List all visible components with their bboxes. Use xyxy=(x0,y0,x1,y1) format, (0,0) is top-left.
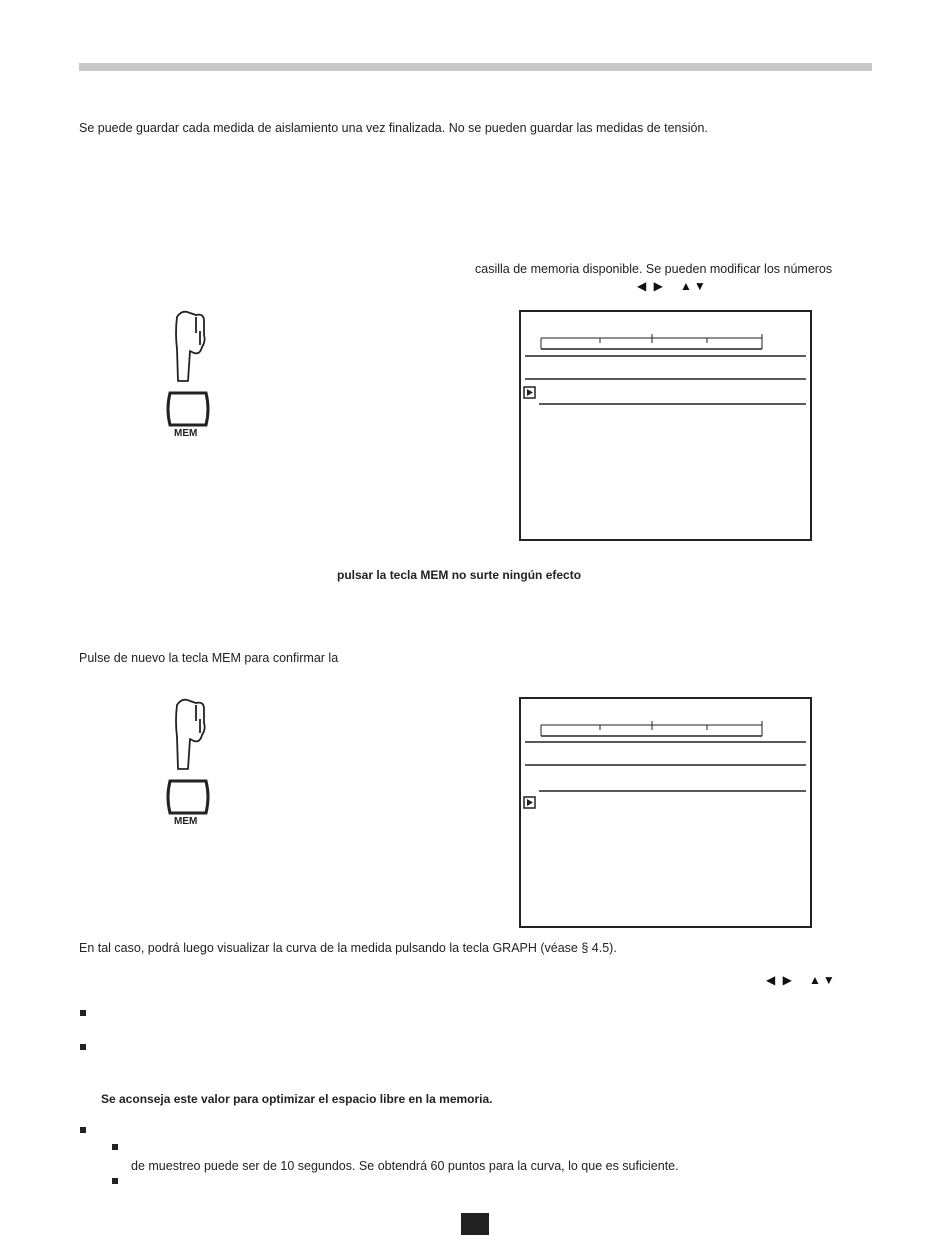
page-number-box xyxy=(461,1213,489,1235)
intro-paragraph: Se puede guardar cada medida de aislamiento una vez finalizada. No se pueden guardar las medidas de tensión. xyxy=(79,121,708,135)
sub-bullet-icon xyxy=(112,1178,118,1184)
advice-text: Se aconseja este valor para optimizar el espacio libre en la memoria. xyxy=(101,1092,493,1106)
left-right-arrow-icons-2: ◀ ▶ xyxy=(766,973,794,987)
left-right-arrow-icons: ◀ ▶ xyxy=(637,279,665,293)
mem-key-press-illustration xyxy=(160,305,220,445)
mem-key-icon xyxy=(168,393,208,425)
up-down-arrow-icons: ▲▼ xyxy=(680,279,708,293)
header-bar xyxy=(79,63,872,71)
mem-key-label: MEM xyxy=(174,428,198,439)
memory-paragraph: casilla de memoria disponible. Se pueden modificar los números xyxy=(475,262,833,276)
sampling-paragraph: de muestreo puede ser de 10 segundos. Se obtendrá 60 puntos para la curva, lo que es suficiente. xyxy=(131,1159,679,1173)
lcd-screen-2 xyxy=(519,697,812,928)
confirm-paragraph: Pulse de nuevo la tecla MEM para confirmar la xyxy=(79,651,339,665)
mem-key-press-illustration-2 xyxy=(160,693,220,833)
pointing-hand-icon xyxy=(176,312,205,381)
bullet-icon xyxy=(80,1044,86,1050)
warning-text: pulsar la tecla MEM no surte ningún efecto xyxy=(337,568,582,582)
bullet-icon xyxy=(80,1127,86,1133)
lcd-screen-1 xyxy=(519,310,812,541)
lcd-screen-1-graphics xyxy=(521,312,810,539)
graph-paragraph: En tal caso, podrá luego visualizar la curva de la medida pulsando la tecla GRAPH (véase § 4.5). xyxy=(79,941,617,955)
bullet-icon xyxy=(80,1010,86,1016)
lcd-screen-2-graphics xyxy=(521,699,810,926)
mem-key-icon xyxy=(168,781,208,813)
mem-key-label-2: MEM xyxy=(174,816,198,827)
up-down-arrow-icons-2: ▲▼ xyxy=(809,973,837,987)
pointing-hand-icon xyxy=(176,700,205,769)
sub-bullet-icon xyxy=(112,1144,118,1150)
